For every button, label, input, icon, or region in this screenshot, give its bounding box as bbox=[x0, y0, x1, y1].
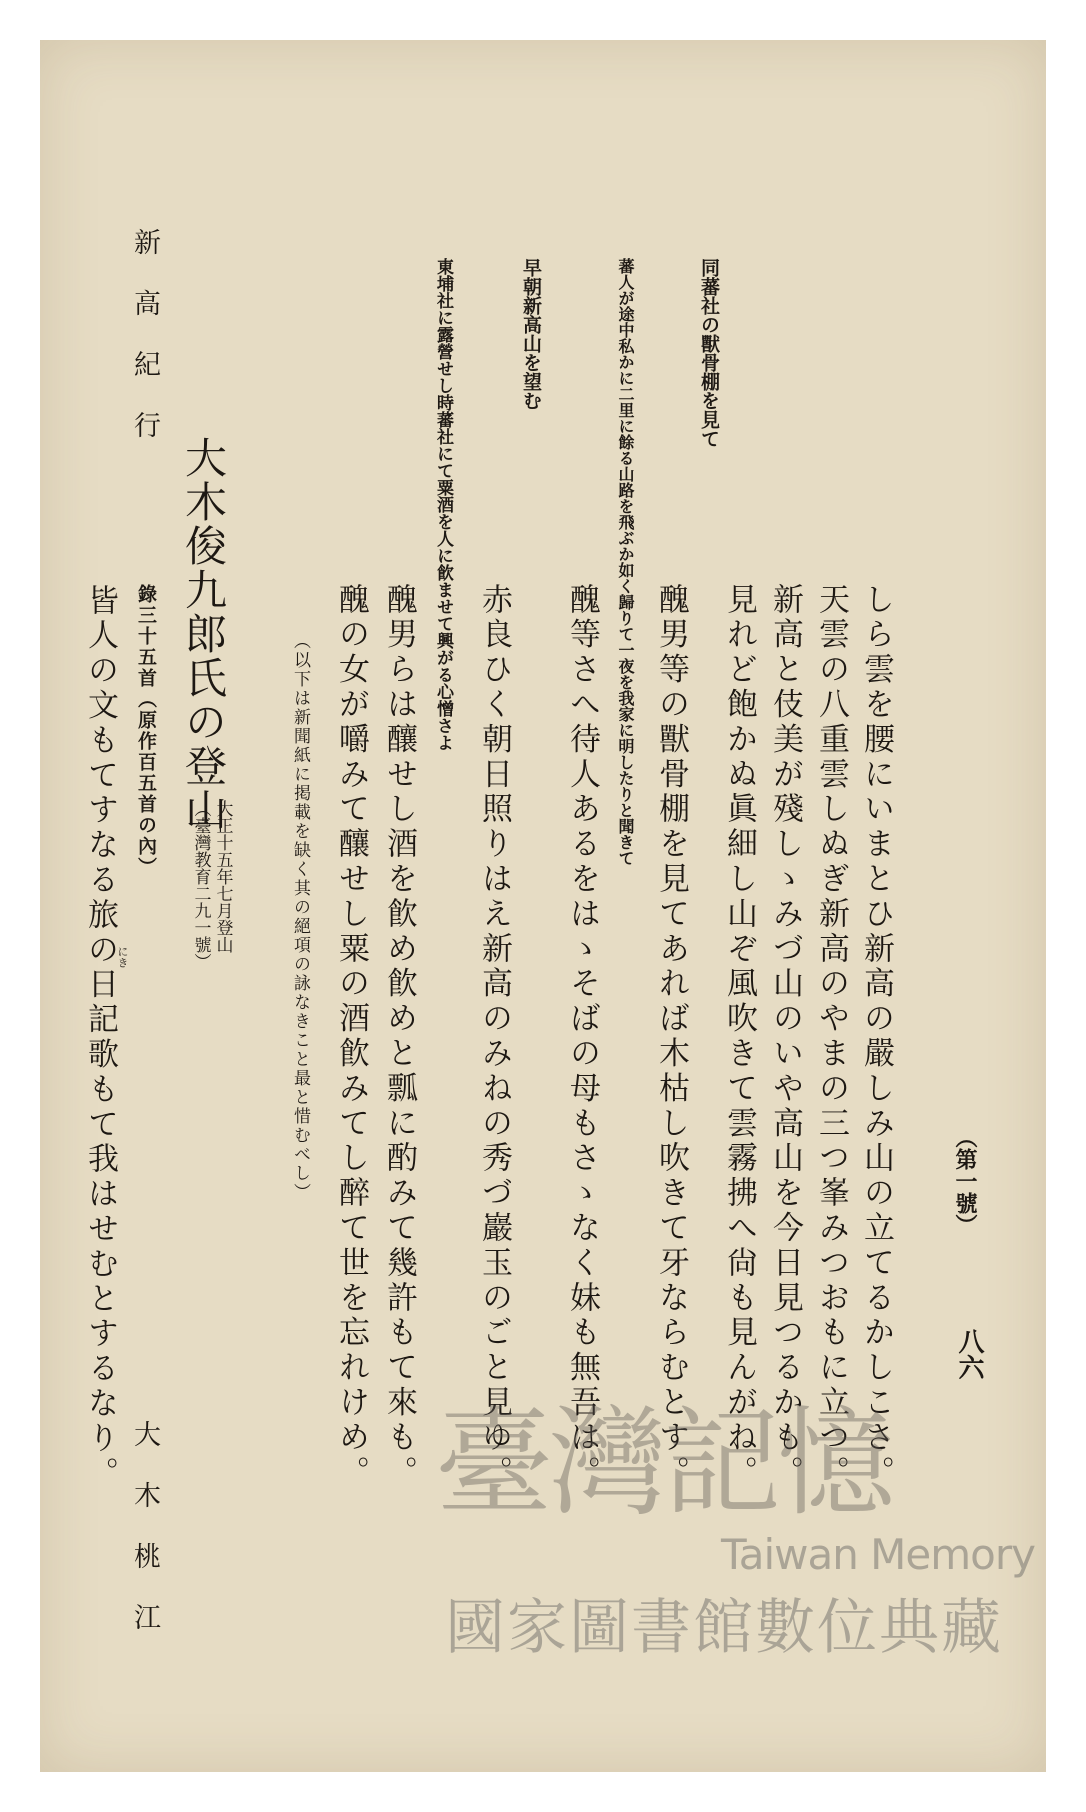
ruby-annotation: にき bbox=[116, 946, 129, 968]
sub-title: 新高紀行 bbox=[129, 228, 160, 472]
date-line: 大正十五年七月登山 bbox=[212, 800, 233, 953]
watermark-library: 國家圖書館數位典藏 bbox=[445, 1593, 1003, 1663]
watermark-latin: Taiwan Memory bbox=[721, 1530, 1035, 1579]
editor-note: （以下は新聞紙に掲載を缺く其の絕項の詠なきこと最と惜むべし） bbox=[290, 632, 310, 1202]
poem-line: 新高と伎美が殘しゝみづ山のいや高山を今日見つるかも。 bbox=[767, 583, 803, 1491]
poem-line: 醜男らは釀せし酒を飮め飮めと瓢に酌みて幾許もて來も。 bbox=[381, 583, 417, 1491]
count-note: 錄三十五首（原作百五首の內） bbox=[135, 584, 157, 878]
author-name: 大木桃江 bbox=[129, 1420, 160, 1664]
article-title: 大木俊九郎氏の登山 bbox=[179, 436, 228, 832]
poem-caption: 蕃人が途中私かに二里に餘る山路を飛ぶか如く歸りて一夜を我家に明したりと聞きて bbox=[616, 258, 635, 866]
page-number: 八六 bbox=[954, 1328, 984, 1380]
poem-caption: 同蕃社の獸骨棚を見て bbox=[698, 258, 720, 448]
intro-line: 皆人の文もてすなる旅の日記歌もて我はせむとするなり。 bbox=[82, 584, 118, 1492]
poem-line: 醜男等の獸骨棚を見てあれば木枯し吹きて牙ならむとす。 bbox=[653, 583, 689, 1491]
poem-line: 醜の女が嚼みて釀せし粟の酒飮みてし醉て世を忘れけめ。 bbox=[333, 583, 369, 1491]
poem-line: しら雲を腰にいまとひ新高の嚴しみ山の立てるかしこさ。 bbox=[858, 583, 894, 1491]
watermark-title: 臺灣記憶 bbox=[435, 1394, 892, 1532]
poem-line: 醜等さへ待人あるをはゝそばの母もさゝなく妹も無吾は。 bbox=[564, 583, 600, 1491]
issue-label: （第一號） bbox=[952, 1126, 978, 1236]
source-line: （臺灣教育二九一號） bbox=[190, 800, 211, 970]
poem-line: 赤良ひく朝日照りはえ新高のみねの秀づ巖玉のごと見ゆ。 bbox=[476, 583, 512, 1491]
poem-caption: 早朝新高山を望む bbox=[520, 258, 542, 410]
poem-caption: 東埔社に露營せし時蕃社にて粟酒を人に飮ませて興がる心憎さよ bbox=[433, 258, 453, 751]
poem-line: 天雲の八重雲しぬぎ新高のやまの三つ峯みつおもに立つ。 bbox=[813, 583, 849, 1491]
poem-line: 見れど飽かぬ眞細し山ぞ風吹きて雲霧拂へ尙も見んがね。 bbox=[721, 583, 757, 1491]
